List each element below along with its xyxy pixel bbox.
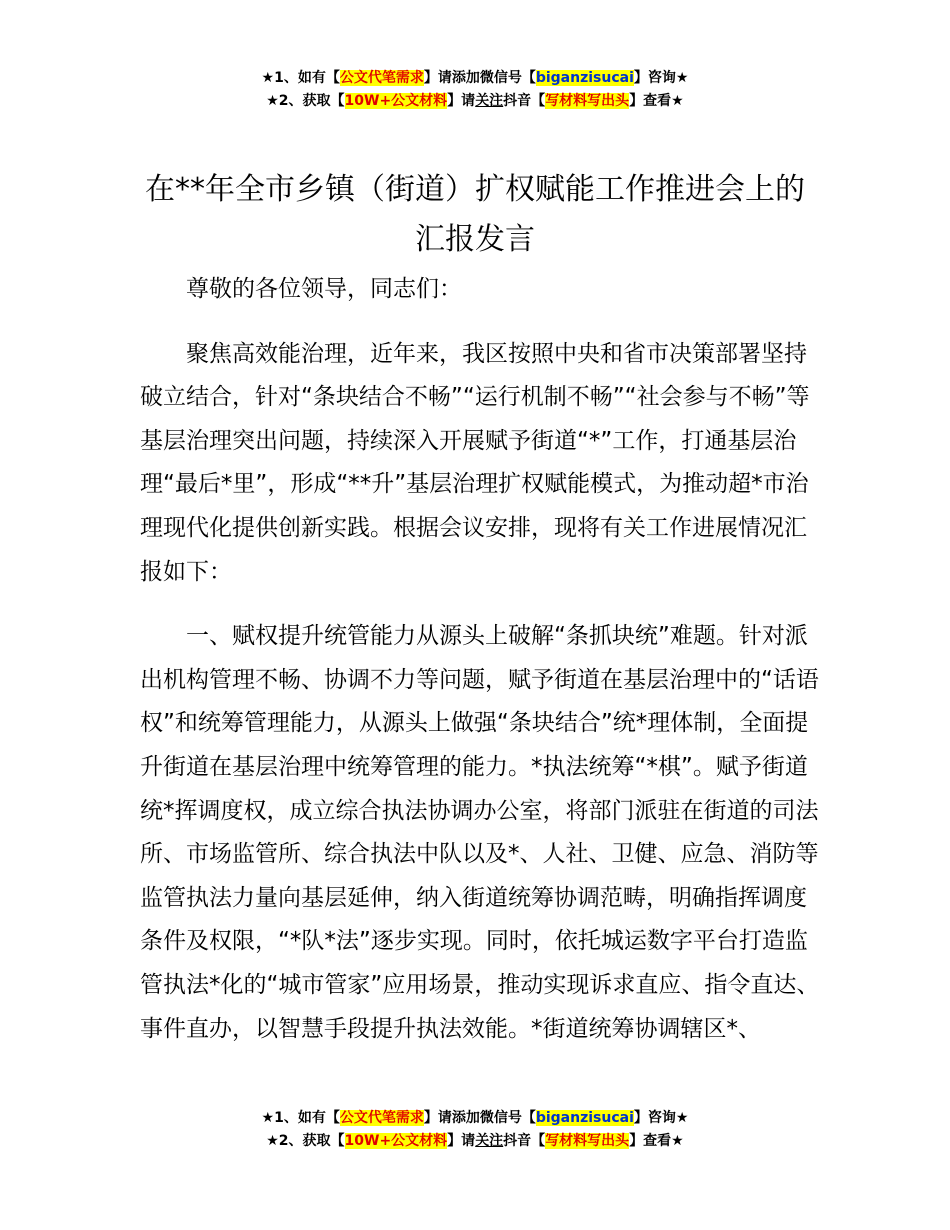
banner-text: ★2、获取【 xyxy=(266,93,345,109)
banner-line-1 xyxy=(0,67,950,90)
banner-text: 抖音【 xyxy=(503,93,546,109)
banner-highlight: 10W+公文材料 xyxy=(344,93,448,109)
banner-text: 】请添加微信号【 xyxy=(423,70,536,86)
banner-underlined-text: 关注 xyxy=(475,1133,504,1149)
banner-text: 】请 xyxy=(447,1133,476,1149)
paragraph-section-1: 一、赋权提升统管能力从源头上破解“条抓块统”难题。针对派出机构管理不畅、协调不力等问题，赋予街道在基层治理中的“话语权”和统筹管理能力，从源头上做强“条块结合”统*理体制，全面提升街道在基层治理中统筹管理的能力。*执法统筹“*棋”。赋予街道统*挥调度权，成立综合执法协调办公室，将部门派驻在街道的司法所、市场监管所、综合执法中队以及*、人社、卫健、应急、消防等监管执法力量向基层延伸，纳入街道统筹协调范畴，明确指挥调度条件及权限，“*队*法”逐步实现。同时，依托城运数字平台打造监管执法*化的“城市管家”应用场景，推动实现诉求直应、指令直达、事件直办，以智慧手段提升执法效能。*街道统筹协调辖区*、 xyxy=(140,623,820,1042)
banner-text: 】请 xyxy=(447,93,476,109)
banner-highlight: 10W+公文材料 xyxy=(344,1133,448,1149)
banner-text: 】查看★ xyxy=(629,93,684,109)
salutation: 尊敬的各位领导，同志们： xyxy=(186,276,462,302)
document-body xyxy=(140,268,820,1051)
banner-underlined-text: 关注 xyxy=(475,93,504,109)
banner-text: 】咨询★ xyxy=(633,1110,689,1126)
banner-text: 】请添加微信号【 xyxy=(423,1110,536,1126)
banner-line-2 xyxy=(0,1130,950,1153)
paragraph-intro: 聚焦高效能治理，近年来，我区按照中央和省市决策部署坚持破立结合，针对“条块结合不畅”“运行机制不畅”“社会参与不畅”等基层治理突出问题，持续深入开展赋予街道“*”工作，打通基层治理“最后*里”，形成“**升”基层治理扩权赋能模式，为推动超*市治理现代化提供创新实践。根据会议安排，现将有关工作进展情况汇报如下： xyxy=(140,340,810,585)
banner-highlight: 写材料写出头 xyxy=(545,93,630,109)
footer-banner xyxy=(0,1107,950,1153)
banner-text: ★1、如有【 xyxy=(261,70,340,86)
banner-highlight: 写材料写出头 xyxy=(545,1133,630,1149)
banner-wechat-id: biganzisucai xyxy=(535,70,634,86)
banner-highlight: 公文代笔需求 xyxy=(339,70,424,86)
banner-text: 】查看★ xyxy=(629,1133,684,1149)
banner-text: 抖音【 xyxy=(503,1133,546,1149)
banner-highlight: 公文代笔需求 xyxy=(339,1110,424,1126)
header-banner xyxy=(0,67,950,113)
banner-line-2 xyxy=(0,90,950,113)
banner-line-1 xyxy=(0,1107,950,1130)
document-title: 在**年全市乡镇（街道）扩权赋能工作推进会上的汇报发言 xyxy=(145,172,805,257)
banner-text: ★1、如有【 xyxy=(261,1110,340,1126)
banner-text: ★2、获取【 xyxy=(266,1133,345,1149)
banner-wechat-id: biganzisucai xyxy=(535,1110,634,1126)
banner-text: 】咨询★ xyxy=(633,70,689,86)
